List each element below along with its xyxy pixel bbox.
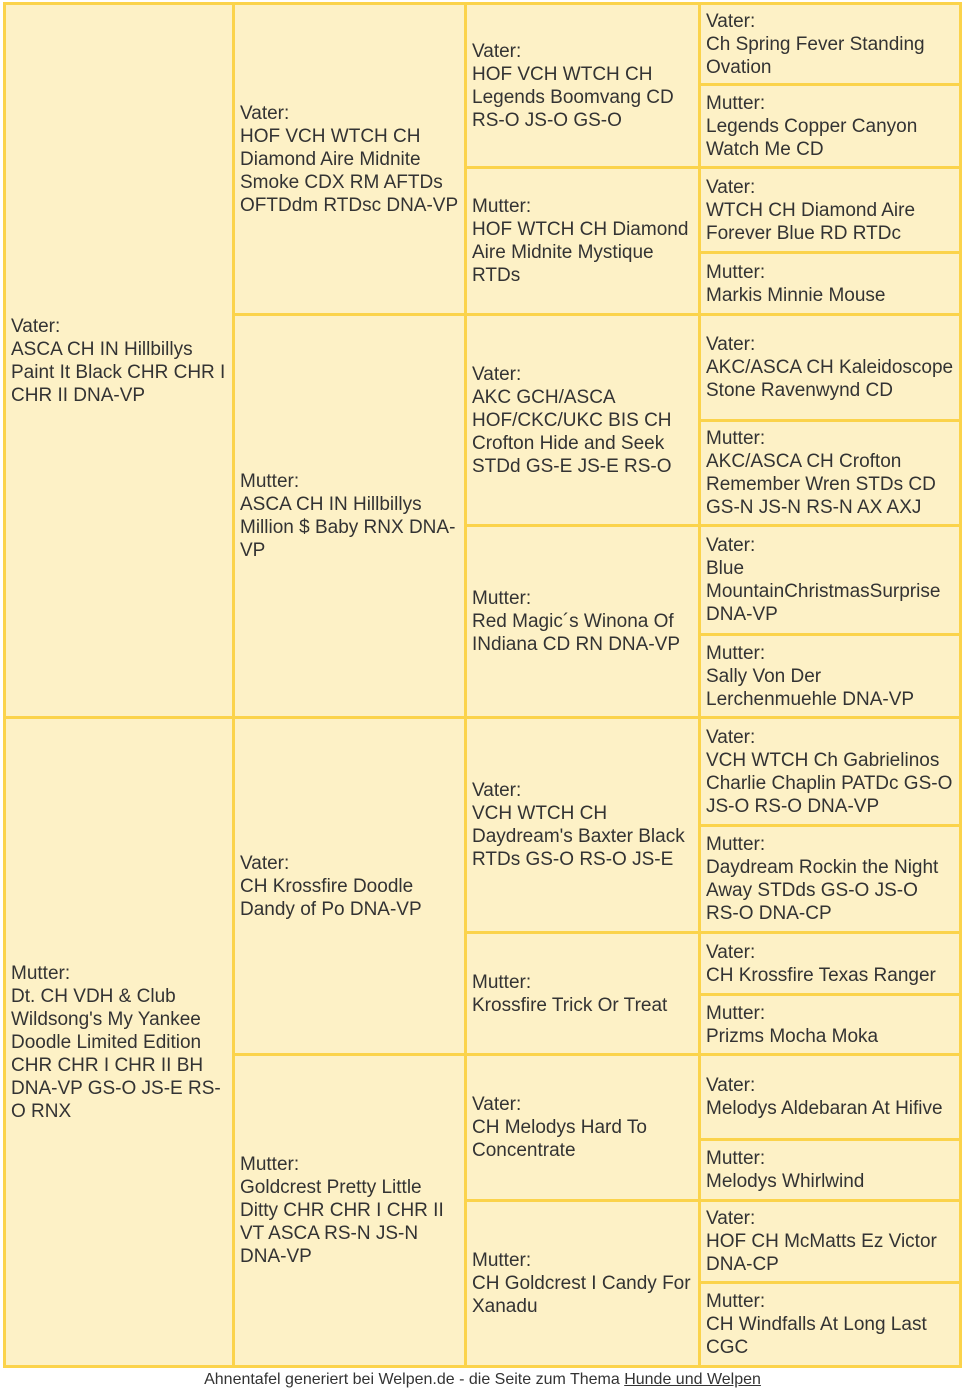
pedigree-great-great-grandparent [698, 1281, 962, 1368]
ancestor-name: HOF VCH WTCH CH Diamond Aire Midnite Smoke CDX RM AFTDs OFTDdm RTDsc DNA-VP [240, 125, 459, 216]
ancestor-role: Vater: [706, 1075, 756, 1096]
ancestor-role: Mutter: [706, 1002, 766, 1024]
ancestor-name: Goldcrest Pretty Little Ditty CHR CHR I CHR II VT ASCA RS-N JS-N DNA-VP [240, 1177, 444, 1267]
pedigree-dam [3, 716, 235, 1368]
ancestor-name: Dt. CH VDH & Club Wildsong's My Yankee Doodle Limited Edition CHR CHR I CHR II BH DNA-VP GS-O JS-E RS-O RNX [11, 985, 221, 1122]
ancestor-role: Mutter: [472, 588, 532, 609]
ancestor-name: HOF WTCH CH Diamond Aire Midnite Mystique RTDs [472, 219, 689, 286]
ancestor-role: Mutter: [706, 834, 766, 855]
ancestor-name: Red Magic´s Winona Of INdiana CD RN DNA-VP [472, 611, 680, 655]
ancestor-role: Mutter: [11, 962, 71, 984]
ancestor-name: CH Melodys Hard To Concentrate [472, 1117, 647, 1161]
pedigree-great-grandparent [464, 166, 701, 316]
ancestor-role: Mutter: [706, 92, 766, 114]
ancestor-name: Krossfire Trick Or Treat [472, 994, 668, 1016]
ancestor-role: Vater: [706, 334, 756, 355]
ancestor-role: Vater: [706, 941, 756, 963]
ancestor-role: Mutter: [706, 428, 766, 449]
ancestor-role: Vater: [240, 852, 290, 874]
ancestor-name: CH Krossfire Texas Ranger [706, 964, 936, 986]
ancestor-name: Legends Copper Canyon Watch Me CD [706, 115, 918, 160]
ancestor-role: Mutter: [240, 471, 300, 492]
pedigree-great-great-grandparent [698, 2, 962, 86]
ancestor-name: HOF VCH WTCH CH Legends Boomvang CD RS-O JS-O GS-O [472, 63, 674, 131]
pedigree-great-grandparent [464, 1199, 701, 1368]
ancestor-role: Vater: [240, 102, 290, 124]
ancestor-role: Vater: [706, 535, 756, 556]
ancestor-role: Vater: [11, 315, 61, 337]
ancestor-role: Mutter: [472, 196, 532, 217]
pedigree-great-great-grandparent [698, 716, 962, 827]
ancestor-role: Vater: [706, 1208, 756, 1229]
pedigree-grandparent [232, 716, 467, 1056]
ancestor-name: Sally Von Der Lerchenmuehle DNA-VP [706, 665, 915, 710]
pedigree-great-great-grandparent [698, 251, 962, 316]
ancestor-role: Mutter: [706, 642, 766, 664]
pedigree-great-grandparent [464, 313, 701, 527]
ancestor-name: Blue MountainChristmasSurprise DNA-VP [706, 558, 941, 625]
ancestor-role: Vater: [472, 40, 522, 62]
pedigree-great-great-grandparent [698, 1053, 962, 1141]
ancestor-role: Vater: [706, 10, 756, 32]
ancestor-name: ASCA CH IN Hillbillys Paint It Black CHR CHR I CHR II DNA-VP [11, 338, 226, 406]
ancestor-name: VCH WTCH CH Daydream's Baxter Black RTDs GS-O RS-O JS-E [472, 803, 685, 870]
ancestor-role: Mutter: [240, 1154, 300, 1175]
ancestor-role: Vater: [706, 726, 756, 748]
ancestor-role: Mutter: [472, 971, 532, 993]
footer-text: Ahnentafel generiert bei Welpen.de - die Seite zum Thema [204, 1371, 620, 1388]
pedigree-great-great-grandparent [698, 419, 962, 527]
footer-link[interactable]: Hunde und Welpen [624, 1371, 761, 1388]
pedigree-grandparent [232, 313, 467, 719]
pedigree-sire [3, 2, 235, 719]
ancestor-name: AKC/ASCA CH Crofton Remember Wren STDs CD GS-N JS-N RS-N AX AXJ [706, 451, 936, 518]
ancestor-role: Vater: [472, 1094, 522, 1115]
ancestor-name: AKC GCH/ASCA HOF/CKC/UKC BIS CH Crofton Hide and Seek STDd GS-E JS-E RS-O [472, 386, 672, 477]
ancestor-role: Vater: [472, 780, 522, 801]
ancestor-role: Vater: [472, 363, 522, 385]
ancestor-name: Melodys Aldebaran At Hifive [706, 1098, 943, 1119]
pedigree-grandparent [232, 1053, 467, 1368]
pedigree-great-great-grandparent [698, 633, 962, 719]
ancestor-name: CH Krossfire Doodle Dandy of Po DNA-VP [240, 875, 422, 920]
pedigree-great-great-grandparent [698, 824, 962, 934]
ancestor-role: Mutter: [706, 1148, 766, 1169]
ancestor-name: Markis Minnie Mouse [706, 284, 886, 306]
ancestor-role: Vater: [706, 176, 756, 198]
pedigree-great-grandparent [464, 1053, 701, 1202]
ancestor-name: CH Goldcrest I Candy For Xanadu [472, 1273, 691, 1317]
pedigree-great-great-grandparent [698, 1199, 962, 1284]
ancestor-role: Mutter: [706, 261, 766, 283]
pedigree-great-grandparent [464, 524, 701, 719]
pedigree-great-grandparent [464, 716, 701, 934]
ancestor-name: Melodys Whirlwind [706, 1171, 865, 1192]
ancestor-name: Ch Spring Fever Standing Ovation [706, 33, 925, 78]
pedigree-great-great-grandparent [698, 166, 962, 254]
ancestor-name: VCH WTCH Ch Gabrielinos Charlie Chaplin PATDc GS-O JS-O RS-O DNA-VP [706, 749, 953, 817]
pedigree-great-great-grandparent [698, 1138, 962, 1202]
pedigree-great-grandparent [464, 931, 701, 1056]
ancestor-name: HOF CH McMatts Ez Victor DNA-CP [706, 1231, 937, 1275]
pedigree-great-great-grandparent [698, 83, 962, 169]
ancestor-name: WTCH CH Diamond Aire Forever Blue RD RTDc [706, 199, 916, 244]
footer [0, 1370, 965, 1390]
ancestor-role: Mutter: [706, 1291, 766, 1312]
ancestor-name: ASCA CH IN Hillbillys Million $ Baby RNX DNA-VP [240, 494, 456, 561]
ancestor-name: Daydream Rockin the Night Away STDds GS-O JS-O RS-O DNA-CP [706, 857, 939, 924]
pedigree-great-great-grandparent [698, 993, 962, 1056]
pedigree-great-grandparent [464, 2, 701, 169]
pedigree-great-great-grandparent [698, 313, 962, 422]
pedigree-great-great-grandparent [698, 524, 962, 636]
ancestor-name: Prizms Mocha Moka [706, 1025, 879, 1047]
ancestor-name: CH Windfalls At Long Last CGC [706, 1314, 927, 1358]
pedigree-great-great-grandparent [698, 931, 962, 996]
ancestor-role: Mutter: [472, 1250, 532, 1271]
pedigree-grandparent [232, 2, 467, 316]
ancestor-name: AKC/ASCA CH Kaleidoscope Stone Ravenwynd CD [706, 357, 954, 401]
